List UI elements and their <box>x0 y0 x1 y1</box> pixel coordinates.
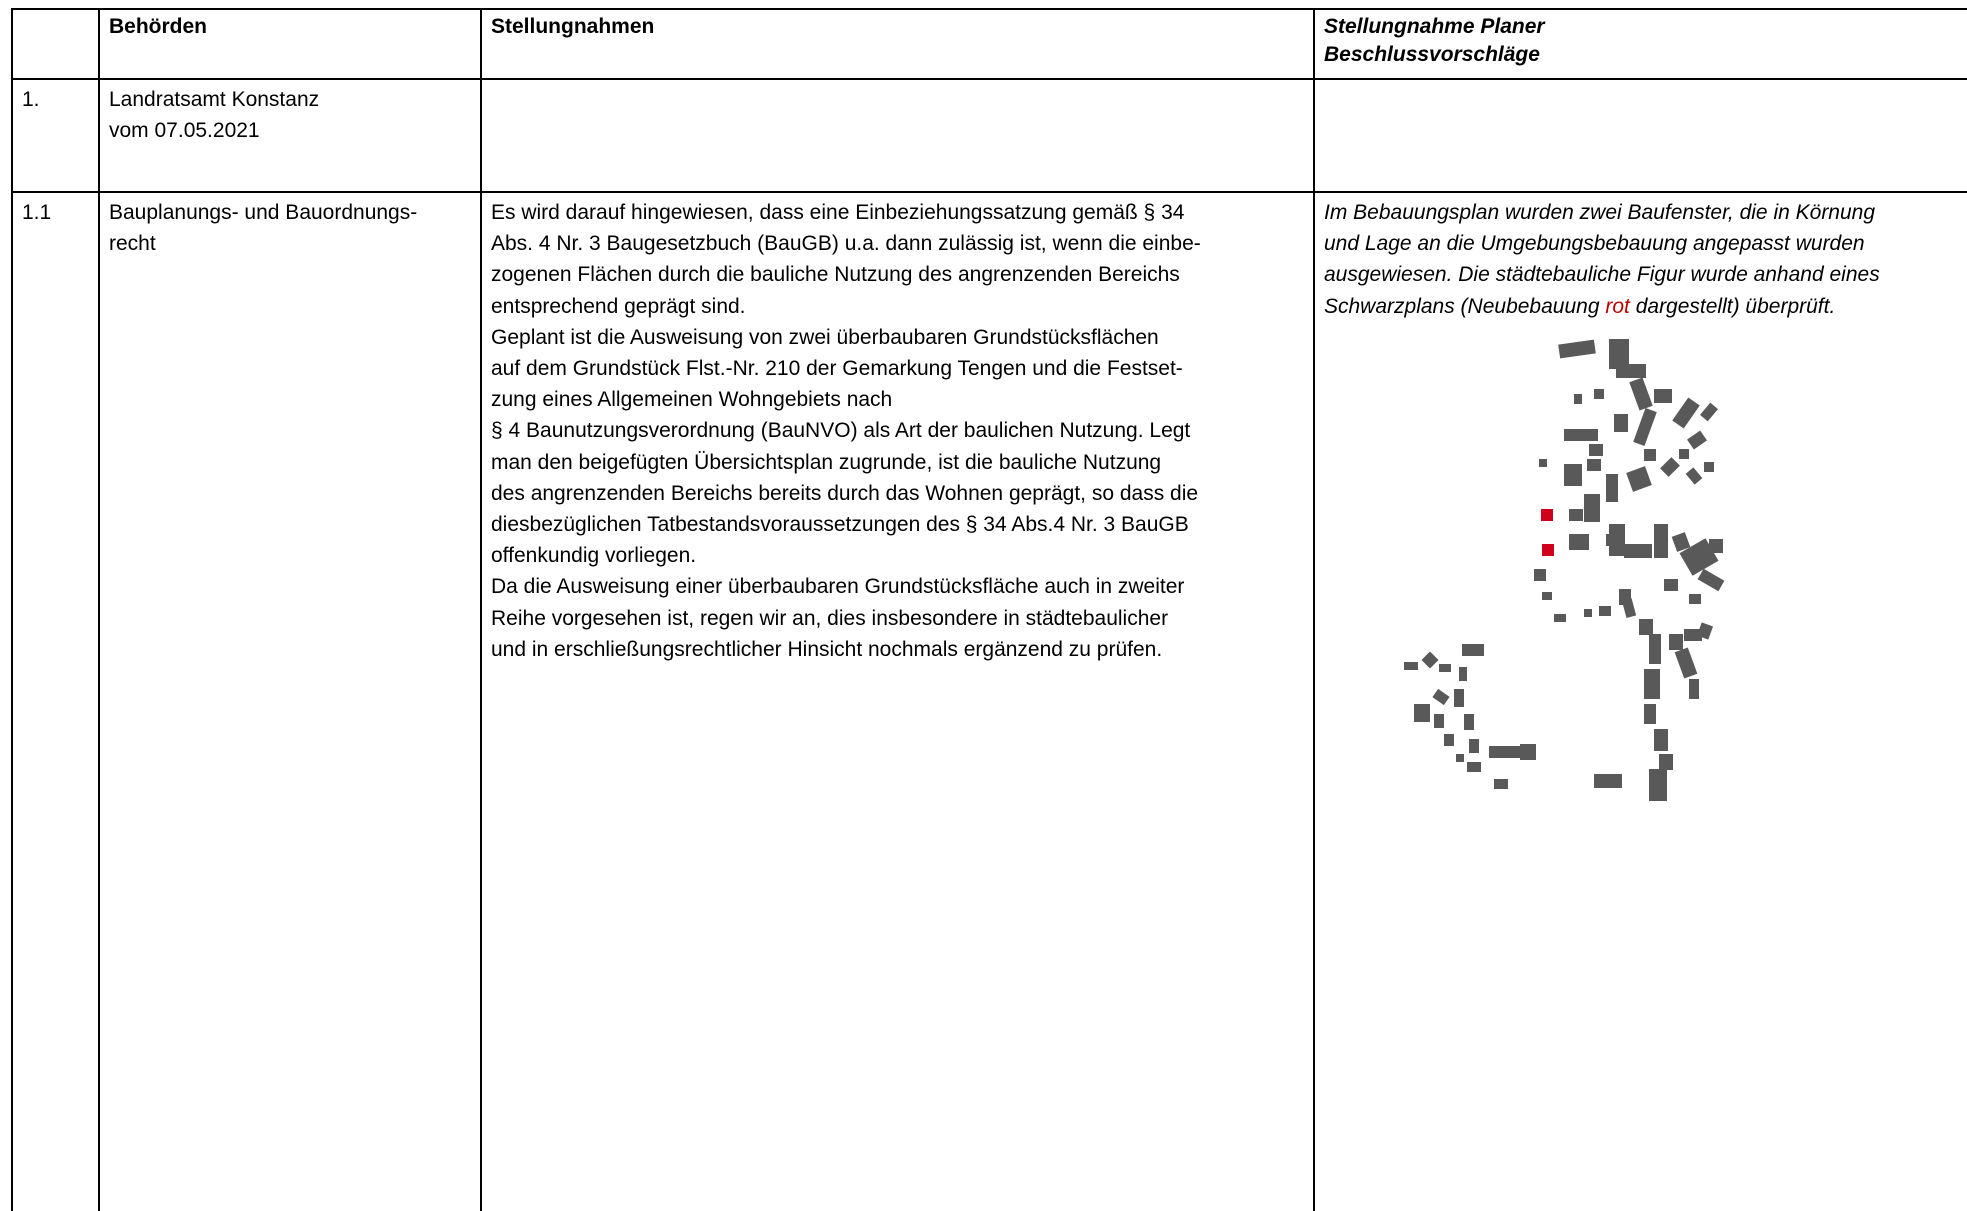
building-footprint <box>1709 539 1723 553</box>
building-footprint <box>1574 394 1582 404</box>
row-number: 1.1 <box>12 192 99 1211</box>
building-footprint <box>1564 429 1598 441</box>
stellungnahme-cell <box>481 192 1314 1211</box>
building-footprint <box>1644 449 1656 461</box>
building-footprint <box>1644 669 1660 699</box>
building-footprint <box>1432 689 1449 705</box>
stellungnahme-line: zogenen Flächen durch die bauliche Nutzung des angrenzenden Bereichs <box>491 263 1180 287</box>
building-footprint <box>1587 459 1601 471</box>
building-footprint <box>1542 592 1552 600</box>
building-footprint <box>1589 444 1603 456</box>
building-footprint <box>1660 457 1680 477</box>
building-footprint <box>1564 464 1582 486</box>
red-highlight-text: rot <box>1605 294 1630 318</box>
building-footprint <box>1520 744 1536 760</box>
building-footprint <box>1404 662 1418 670</box>
figure-ground-plan <box>1344 334 1774 804</box>
table-row <box>12 79 1967 192</box>
stellungnahme-line: diesbezüglichen Tatbestandsvoraussetzungen des § 34 Abs.4 Nr. 3 BauGB <box>491 513 1189 537</box>
building-footprint <box>1654 389 1672 403</box>
building-footprint <box>1459 667 1467 681</box>
building-footprint <box>1616 364 1646 378</box>
building-footprint <box>1687 430 1707 449</box>
building-footprint <box>1569 534 1589 550</box>
building-footprint <box>1624 544 1652 558</box>
building-footprint <box>1700 402 1718 421</box>
building-footprint <box>1594 774 1622 788</box>
building-footprint <box>1454 689 1464 707</box>
building-footprint <box>1626 466 1652 492</box>
stellungnahme-line: zung eines Allgemeinen Wohngebiets nach <box>491 388 893 412</box>
building-footprint <box>1434 714 1444 728</box>
header-num <box>12 9 99 79</box>
building-footprint <box>1649 634 1661 664</box>
stellungnahme-line: Abs. 4 Nr. 3 Baugesetzbuch (BauGB) u.a. dann zulässig ist, wenn die einbe- <box>491 232 1201 256</box>
building-footprint <box>1599 606 1611 616</box>
building-footprint <box>1534 569 1546 581</box>
behoerde-cell: Bauplanungs- und Bauordnungs- recht <box>99 192 481 1211</box>
building-footprint <box>1444 734 1454 746</box>
building-footprint <box>1639 619 1653 635</box>
stellungnahme-line: des angrenzenden Bereichs bereits durch das Wohnen geprägt, so dass die <box>491 481 1199 505</box>
building-footprint <box>1439 664 1451 672</box>
building-footprint <box>1654 524 1668 558</box>
stellungnahme-line: auf dem Grundstück Flst.-Nr. 210 der Gemarkung Tengen und die Festset- <box>491 357 1183 381</box>
planer-cell <box>1314 192 1967 1211</box>
stellungnahme-line: man den beigefügten Übersichtsplan zugrunde, ist die bauliche Nutzung <box>491 450 1162 474</box>
building-footprint <box>1456 754 1464 762</box>
building-footprint <box>1644 704 1656 724</box>
building-footprint <box>1462 644 1484 656</box>
new-building-footprint <box>1542 544 1554 556</box>
page <box>11 8 1967 1206</box>
header-behoerden: Behörden <box>99 9 481 79</box>
building-footprint <box>1622 598 1636 618</box>
building-footprint <box>1654 729 1668 751</box>
header-planer: Stellungnahme Planer Beschlussvorschläge <box>1314 9 1967 79</box>
building-footprint <box>1664 579 1678 591</box>
table-header-row <box>12 9 1967 79</box>
stellungnahme-line: Reihe vorgesehen ist, regen wir an, dies insbesondere in städtebaulicher <box>491 606 1169 630</box>
building-footprint <box>1629 377 1652 410</box>
building-footprint <box>1614 414 1628 432</box>
statement-table <box>11 8 1967 1211</box>
building-footprint <box>1606 474 1618 502</box>
building-footprint <box>1554 614 1566 622</box>
stellungnahme-text <box>491 197 1304 665</box>
building-footprint <box>1464 714 1474 730</box>
building-footprint <box>1539 459 1547 467</box>
building-footprint <box>1659 754 1673 770</box>
stellungnahme-line: Da die Ausweisung einer überbaubaren Grundstücksfläche auch in zweiter <box>491 575 1185 599</box>
building-footprint <box>1414 704 1430 722</box>
building-footprint <box>1689 594 1701 604</box>
building-footprint <box>1469 739 1479 753</box>
building-footprint <box>1422 651 1439 668</box>
building-footprint <box>1584 609 1592 617</box>
building-footprint <box>1704 462 1714 472</box>
building-footprint <box>1679 449 1689 459</box>
stellungnahme-line: und in erschließungsrechtlicher Hinsicht nochmals ergänzend zu prüfen. <box>491 637 1163 661</box>
planer-text: Im Bebauungsplan wurden zwei Baufenster, die in Körnung und Lage an die Umgebungsbebauung angepasst wurden ausgewiesen. Die städtebauliche Figur wurde anhand eines Schwarzplans (Neubebauung rot dargestellt) überprüft. <box>1324 201 1880 318</box>
stellungnahme-line: Geplant ist die Ausweisung von zwei überbaubaren Grundstücksflächen <box>491 325 1159 349</box>
stellungnahme-line: Es wird darauf hingewiesen, dass eine Einbeziehungssatzung gemäß § 34 <box>491 201 1185 224</box>
building-footprint <box>1633 408 1657 446</box>
building-footprint <box>1467 762 1481 772</box>
row-number: 1. <box>12 79 99 192</box>
header-stellungnahmen: Stellungnahmen <box>481 9 1314 79</box>
building-footprint <box>1569 509 1583 521</box>
stellungnahme-line: entsprechend geprägt sind. <box>491 294 746 318</box>
building-footprint <box>1689 679 1699 699</box>
planer-cell <box>1314 79 1967 192</box>
building-footprint <box>1698 569 1725 591</box>
building-footprint <box>1649 769 1667 801</box>
stellungnahme-cell <box>481 79 1314 192</box>
table-row <box>12 192 1967 1211</box>
building-footprint <box>1672 397 1700 428</box>
stellungnahme-line: § 4 Baunutzungsverordnung (BauNVO) als Art der baulichen Nutzung. Legt <box>491 419 1191 443</box>
building-footprint <box>1675 647 1698 678</box>
building-footprint <box>1494 779 1508 789</box>
building-footprint <box>1558 339 1596 358</box>
stellungnahme-line: offenkundig vorliegen. <box>491 544 697 568</box>
building-footprint <box>1594 389 1604 399</box>
building-footprint <box>1584 494 1600 522</box>
new-building-footprint <box>1541 509 1553 521</box>
schwarzplan-map <box>1344 334 1774 804</box>
behoerde-cell: Landratsamt Konstanz vom 07.05.2021 <box>99 79 481 192</box>
building-footprint <box>1686 467 1703 484</box>
building-footprint <box>1606 534 1618 546</box>
building-footprint <box>1669 634 1683 650</box>
